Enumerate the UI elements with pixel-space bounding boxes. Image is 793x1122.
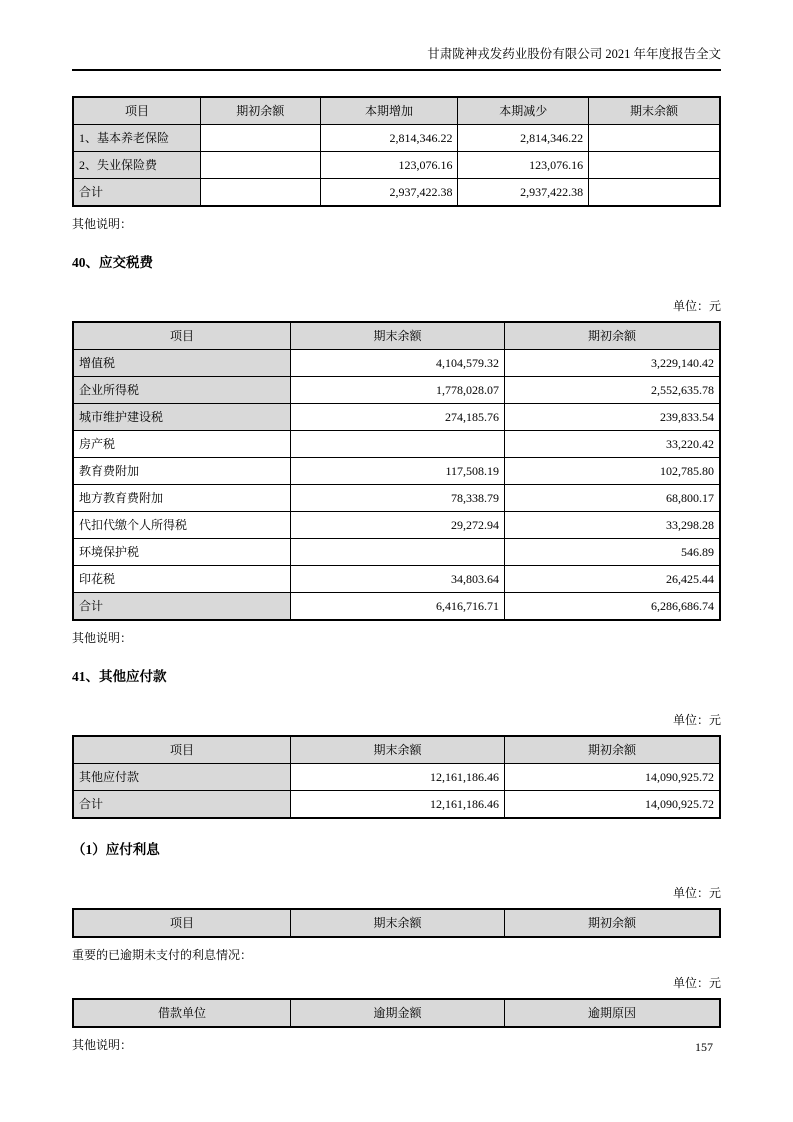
value-cell: 546.89	[505, 539, 720, 566]
column-header: 期初余额	[505, 736, 720, 764]
row-label-cell: 增值税	[73, 350, 290, 377]
overdue-interest-note: 重要的已逾期未支付的利息情况：	[72, 948, 253, 962]
value-cell: 12,161,186.46	[290, 791, 504, 819]
table-row	[73, 791, 720, 819]
unit-label: 单位：元	[672, 886, 721, 900]
row-label-cell: 1、基本养老保险	[73, 125, 200, 152]
table-row	[73, 377, 720, 404]
unit-label: 单位：元	[672, 976, 721, 990]
table-header-row	[73, 322, 720, 350]
value-cell: 117,508.19	[290, 458, 504, 485]
row-label-cell: 环境保护税	[73, 539, 290, 566]
value-cell	[589, 179, 720, 207]
column-header: 逾期原因	[505, 999, 720, 1027]
value-cell	[200, 125, 320, 152]
value-cell	[589, 152, 720, 179]
column-header: 期末余额	[589, 97, 720, 125]
value-cell: 12,161,186.46	[290, 764, 504, 791]
table-row	[73, 566, 720, 593]
column-header: 借款单位	[73, 999, 290, 1027]
section-title-40: 40、应交税费	[72, 255, 153, 270]
value-cell: 14,090,925.72	[505, 791, 720, 819]
table-row	[73, 593, 720, 621]
tax-table	[72, 321, 721, 621]
column-header: 期末余额	[290, 322, 504, 350]
data-table	[72, 998, 721, 1028]
report-header	[72, 0, 721, 71]
other-payables-table	[72, 735, 721, 819]
value-cell: 2,552,635.78	[505, 377, 720, 404]
value-cell: 2,937,422.38	[320, 179, 458, 207]
value-cell: 4,104,579.32	[290, 350, 504, 377]
value-cell: 33,220.42	[505, 431, 720, 458]
row-label-cell: 房产税	[73, 431, 290, 458]
row-label-cell: 企业所得税	[73, 377, 290, 404]
row-label-cell: 合计	[73, 593, 290, 621]
table-row	[73, 404, 720, 431]
overdue-loans-table	[72, 998, 721, 1028]
column-header: 项目	[73, 909, 290, 937]
column-header: 本期增加	[320, 97, 458, 125]
value-cell	[200, 152, 320, 179]
table-row	[73, 485, 720, 512]
value-cell: 123,076.16	[458, 152, 589, 179]
table-header-row	[73, 97, 720, 125]
page-number: 157	[695, 1040, 713, 1054]
value-cell: 239,833.54	[505, 404, 720, 431]
column-header: 本期减少	[458, 97, 589, 125]
value-cell	[589, 125, 720, 152]
value-cell: 274,185.76	[290, 404, 504, 431]
value-cell: 1,778,028.07	[290, 377, 504, 404]
value-cell: 78,338.79	[290, 485, 504, 512]
table-row	[73, 764, 720, 791]
column-header: 期末余额	[290, 736, 504, 764]
value-cell: 2,814,346.22	[458, 125, 589, 152]
unit-label: 单位：元	[672, 299, 721, 313]
table-row	[73, 350, 720, 377]
table-header-row	[73, 909, 720, 937]
row-label-cell: 地方教育费附加	[73, 485, 290, 512]
value-cell: 34,803.64	[290, 566, 504, 593]
social-insurance-table	[72, 96, 721, 207]
data-table	[72, 908, 721, 938]
section-title-41-1: （1）应付利息	[72, 842, 160, 857]
row-label-cell: 2、失业保险费	[73, 152, 200, 179]
row-label-cell: 教育费附加	[73, 458, 290, 485]
value-cell	[290, 431, 504, 458]
row-label-cell: 合计	[73, 179, 200, 207]
unit-label: 单位：元	[672, 713, 721, 727]
other-notes-label: 其他说明：	[72, 631, 133, 645]
table-header-row	[73, 999, 720, 1027]
value-cell: 6,286,686.74	[505, 593, 720, 621]
row-label-cell: 代扣代缴个人所得税	[73, 512, 290, 539]
section-title-41: 41、其他应付款	[72, 669, 167, 684]
data-table	[72, 735, 721, 819]
table-row	[73, 125, 720, 152]
value-cell: 123,076.16	[320, 152, 458, 179]
table-row	[73, 539, 720, 566]
other-notes-label: 其他说明：	[72, 217, 133, 231]
table-header-row	[73, 736, 720, 764]
column-header: 项目	[73, 97, 200, 125]
column-header: 期初余额	[200, 97, 320, 125]
interest-payable-table	[72, 908, 721, 938]
row-label-cell: 城市维护建设税	[73, 404, 290, 431]
column-header: 期初余额	[505, 322, 720, 350]
column-header: 期末余额	[290, 909, 504, 937]
value-cell: 102,785.80	[505, 458, 720, 485]
data-table	[72, 321, 721, 621]
value-cell	[200, 179, 320, 207]
report-title: 甘肃陇神戎发药业股份有限公司 2021 年年度报告全文	[427, 47, 721, 61]
value-cell: 26,425.44	[505, 566, 720, 593]
column-header: 逾期金额	[290, 999, 504, 1027]
value-cell: 2,937,422.38	[458, 179, 589, 207]
value-cell	[290, 539, 504, 566]
value-cell: 3,229,140.42	[505, 350, 720, 377]
column-header: 项目	[73, 322, 290, 350]
column-header: 项目	[73, 736, 290, 764]
other-notes-label: 其他说明：	[72, 1038, 133, 1052]
value-cell: 33,298.28	[505, 512, 720, 539]
data-table	[72, 96, 721, 207]
table-row	[73, 431, 720, 458]
row-label-cell: 印花税	[73, 566, 290, 593]
value-cell: 68,800.17	[505, 485, 720, 512]
table-row	[73, 458, 720, 485]
row-label-cell: 合计	[73, 791, 290, 819]
table-row	[73, 512, 720, 539]
value-cell: 14,090,925.72	[505, 764, 720, 791]
value-cell: 29,272.94	[290, 512, 504, 539]
row-label-cell: 其他应付款	[73, 764, 290, 791]
column-header: 期初余额	[505, 909, 720, 937]
table-row	[73, 152, 720, 179]
value-cell: 6,416,716.71	[290, 593, 504, 621]
table-row	[73, 179, 720, 207]
value-cell: 2,814,346.22	[320, 125, 458, 152]
